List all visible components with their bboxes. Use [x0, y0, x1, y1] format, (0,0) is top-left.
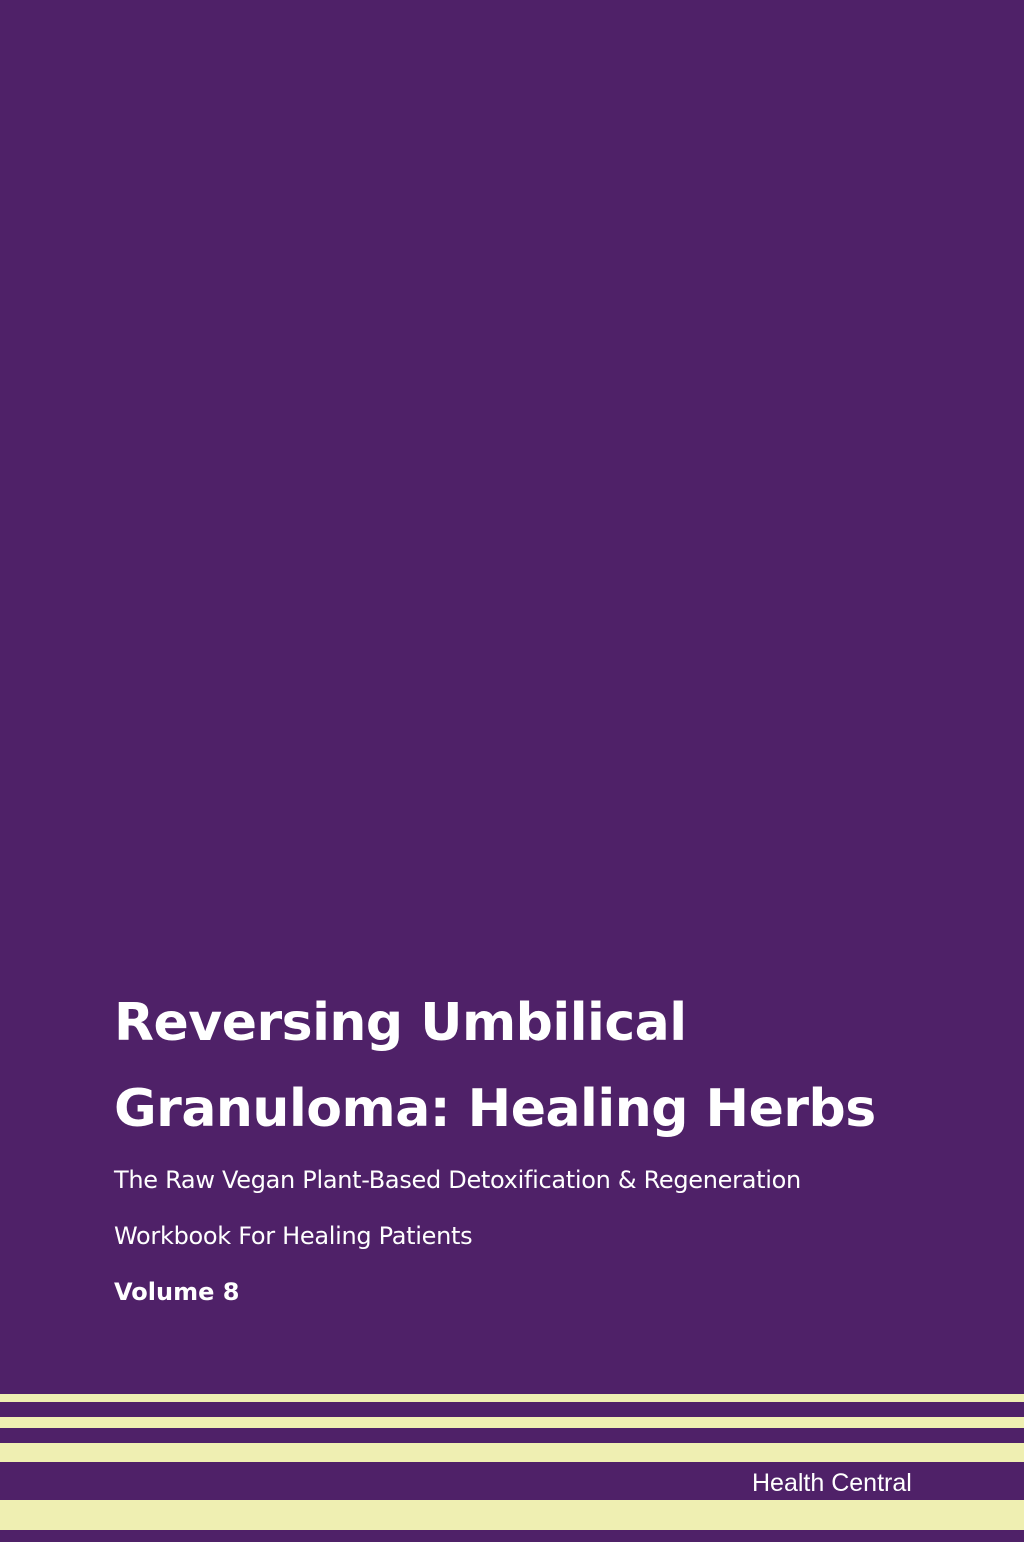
publisher-name: Health Central: [752, 1469, 912, 1497]
decorative-stripe-1: [0, 1394, 1024, 1402]
decorative-stripe-2: [0, 1417, 1024, 1428]
decorative-stripe-3: [0, 1443, 1024, 1462]
book-subtitle-line-1: The Raw Vegan Plant-Based Detoxification & Regeneration: [114, 1166, 801, 1194]
decorative-stripe-4: [0, 1500, 1024, 1530]
book-title-line-2: Granuloma: Healing Herbs: [114, 1079, 876, 1139]
volume-label: Volume 8: [114, 1278, 240, 1306]
book-subtitle-line-2: Workbook For Healing Patients: [114, 1222, 473, 1250]
book-title-line-1: Reversing Umbilical: [114, 993, 687, 1053]
title-block: [114, 980, 974, 1320]
